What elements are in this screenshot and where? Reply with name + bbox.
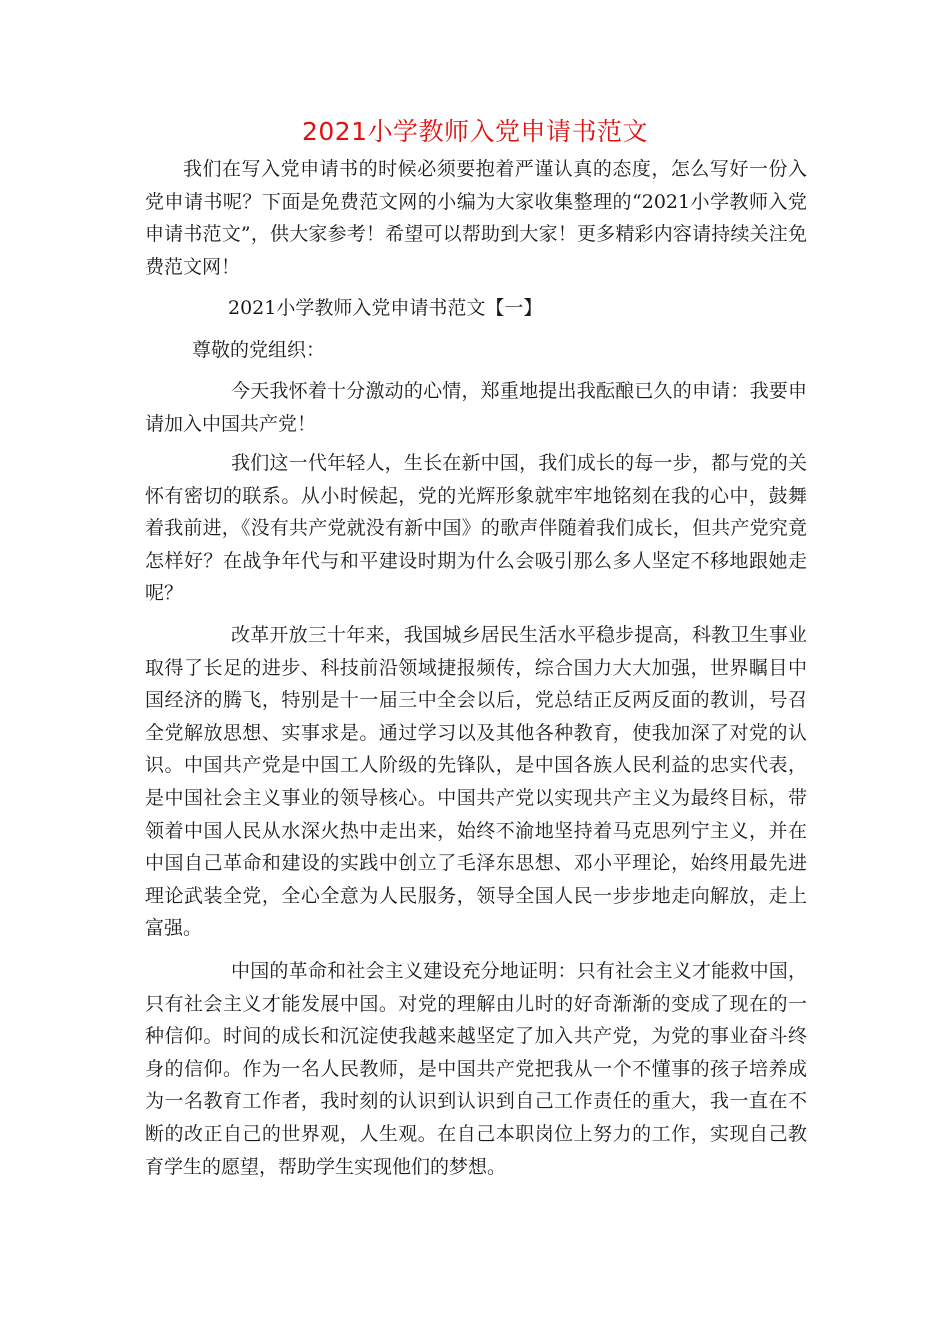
intro-paragraph: 我们在写入党申请书的时候必须要抱着严谨认真的态度，怎么写好一份入党申请书呢？下面是免费范文网的小编为大家收集整理的“2021小学教师入党申请书范文”，供大家参考！希望可以帮助到大家！更多精彩内容请持续关注免费范文网！ [145, 158, 807, 278]
body-paragraph-1: 今天我怀着十分激动的心情，郑重地提出我酝酿已久的申请：我要申请加入中国共产党！ [145, 380, 807, 435]
body-paragraph-4: 中国的革命和社会主义建设充分地证明：只有社会主义才能救中国，只有社会主义才能发展中国。对党的理解由儿时的好奇渐渐的变成了现在的一种信仰。时间的成长和沉淀使我越来越坚定了加入共产党，为党的事业奋斗终身的信仰。作为一名人民教师，是中国共产党把我从一个不懂事的孩子培养成为一名教育工作者，我时刻的认识到认识到自己工作责任的重大，我一直在不断的改正自己的世界观，人生观。在自己本职岗位上努力的工作，实现自己教育学生的愿望，帮助学生实现他们的梦想。 [145, 960, 807, 1178]
salutation: 尊敬的党组织： [192, 339, 326, 361]
document-title: 2021小学教师入党申请书范文 [301, 117, 649, 146]
body-paragraph-2: 我们这一代年轻人，生长在新中国，我们成长的每一步，都与党的关怀有密切的联系。从小时候起，党的光辉形象就牢牢地铭刻在我的心中，鼓舞着我前进，《没有共产党就没有新中国》的歌声伴随着我们成长，但共产党究竟怎样好？在战争年代与和平建设时期为什么会吸引那么多人坚定不移地跟她走呢？ [145, 452, 807, 605]
body-paragraph-3: 改革开放三十年来，我国城乡居民生活水平稳步提高，科教卫生事业取得了长足的进步、科技前沿领域捷报频传，综合国力大大加强，世界瞩目中国经济的腾飞，特别是十一届三中全会以后，党总结正反两反面的教训，号召全党解放思想、实事求是。通过学习以及其他各种教育，使我加深了对党的认识。中国共产党是中国工人阶级的先锋队，是中国各族人民利益的忠实代表，是中国社会主义事业的领导核心。中国共产党以实现共产主义为最终目标，带领着中国人民从水深火热中走出来，始终不渝地坚持着马克思列宁主义，并在中国自己革命和建设的实践中创立了毛泽东思想、邓小平理论，始终用最先进理论武装全党，全心全意为人民服务，领导全国人民一步步地走向解放，走上富强。 [145, 624, 807, 940]
section-subtitle: 2021小学教师入党申请书范文【一】 [228, 297, 543, 319]
